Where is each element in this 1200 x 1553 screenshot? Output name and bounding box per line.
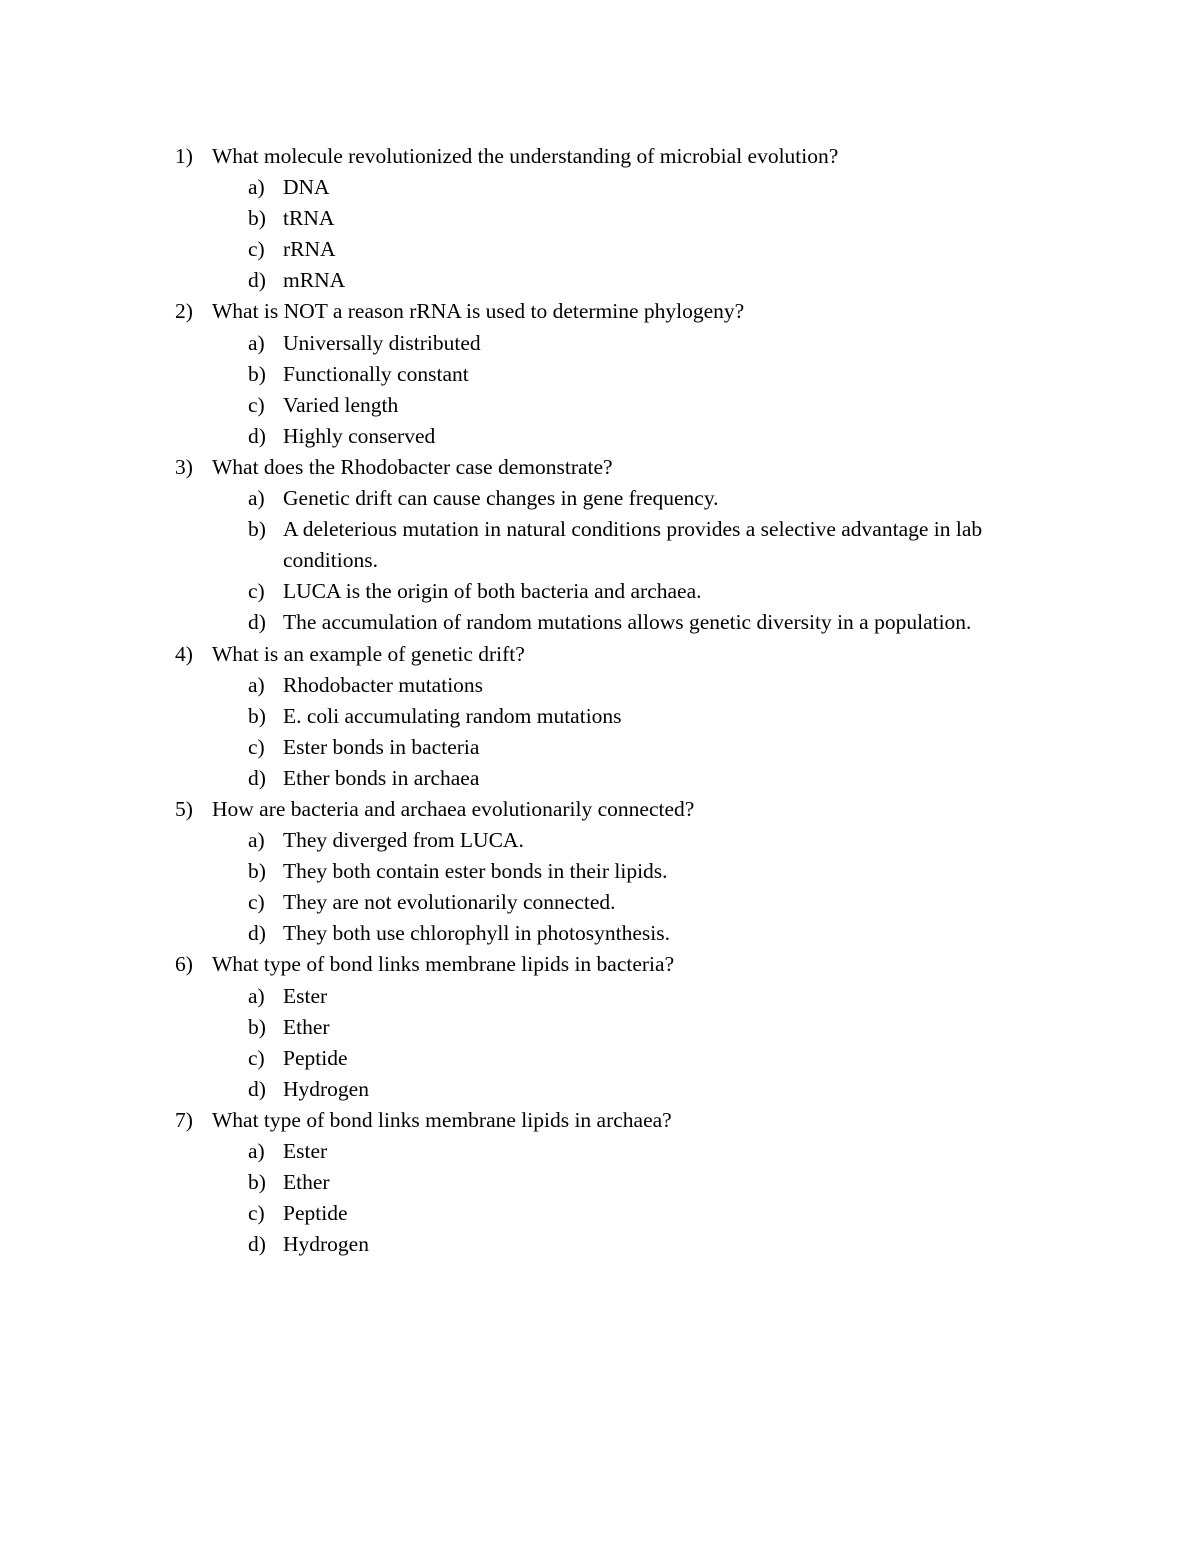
option-letter: a) [248,330,265,355]
option-letter: a) [248,672,265,697]
option-item [248,1229,1075,1260]
option-item [248,732,1075,763]
option-list [175,328,1075,452]
option-item [248,328,1075,359]
option-letter: d) [248,610,266,635]
option-letter: c) [248,1045,265,1070]
question-2 [175,296,1075,451]
option-item [248,265,1075,296]
option-text: They diverged from LUCA. [283,828,524,853]
question-6 [175,949,1075,1104]
option-text: Rhodobacter mutations [283,672,484,697]
option-item [248,390,1075,421]
question-number: 5) [175,796,193,821]
question-line [175,452,1075,483]
option-letter: b) [248,361,266,386]
question-1 [175,141,1075,296]
question-text: What type of bond links membrane lipids in bacteria? [212,952,675,977]
option-letter: d) [248,921,266,946]
option-text: Universally distributed [283,330,481,355]
option-text: Ester [283,1139,328,1163]
option-list [175,981,1075,1105]
option-text: Peptide [283,1201,348,1226]
option-letter: d) [248,423,266,448]
option-text: E. coli accumulating random mutations [283,703,622,728]
question-line [175,949,1075,980]
option-text: They are not evolutionarily connected. [283,890,616,915]
question-number: 7) [175,1107,193,1132]
option-item [248,1074,1075,1105]
option-text: Ester bonds in bacteria [283,734,480,759]
option-item [248,483,1075,514]
option-letter: c) [248,1201,265,1226]
option-text: Highly conserved [283,423,436,448]
option-item [248,670,1075,701]
option-letter: c) [248,890,265,915]
option-letter: c) [248,579,265,604]
option-list [175,825,1075,949]
option-letter: c) [248,734,265,759]
question-number: 4) [175,641,193,666]
question-number: 3) [175,454,193,479]
option-letter: b) [248,206,266,231]
option-text: They both contain ester bonds in their lipids. [283,859,668,884]
option-text: Ether [283,1014,330,1039]
option-list [175,670,1075,794]
question-3 [175,452,1075,639]
option-item [248,234,1075,265]
option-item [248,1198,1075,1229]
option-item [248,421,1075,452]
question-text: What molecule revolutionized the understanding of microbial evolution? [212,144,839,168]
option-item [248,607,1075,638]
option-item [248,203,1075,234]
option-item [248,981,1075,1012]
option-letter: d) [248,268,266,293]
option-text: Hydrogen [283,1232,369,1257]
question-text: What does the Rhodobacter case demonstrate? [212,454,613,479]
option-item [248,856,1075,887]
question-7 [175,1105,1075,1260]
option-letter: a) [248,175,265,200]
option-item [248,763,1075,794]
option-letter: b) [248,859,266,884]
option-text: tRNA [283,206,335,231]
question-5 [175,794,1075,949]
option-text: DNA [283,175,330,200]
question-line [175,639,1075,670]
question-text: How are bacteria and archaea evolutionarily connected? [212,796,695,821]
option-letter: b) [248,1014,266,1039]
option-text: The accumulation of random mutations allows genetic diversity in a population. [283,610,972,635]
option-text: Peptide [283,1045,348,1070]
option-letter: d) [248,765,266,790]
option-item [248,514,1075,576]
option-text: Ether [283,1170,330,1195]
option-item [248,576,1075,607]
option-item [248,172,1075,203]
option-text: Varied length [283,392,399,417]
question-text: What is an example of genetic drift? [212,641,525,666]
question-text: What is NOT a reason rRNA is used to determine phylogeny? [212,299,745,324]
option-letter: b) [248,517,266,542]
option-letter: b) [248,703,266,728]
option-item [248,825,1075,856]
option-letter: a) [248,1139,265,1163]
option-item [248,1043,1075,1074]
option-item [248,701,1075,732]
question-text: What type of bond links membrane lipids in archaea? [212,1107,672,1132]
question-list [175,141,1075,1260]
option-letter: b) [248,1170,266,1195]
option-list [175,483,1075,638]
option-text: rRNA [283,237,336,262]
option-item [248,1136,1075,1167]
option-letter: d) [248,1232,266,1257]
option-list [175,172,1075,296]
option-letter: c) [248,392,265,417]
option-list [175,1136,1075,1260]
option-text: Ester [283,983,328,1008]
option-item [248,918,1075,949]
question-line [175,296,1075,327]
question-line [175,794,1075,825]
option-letter: c) [248,237,265,262]
option-text: Genetic drift can cause changes in gene frequency. [283,486,719,511]
question-number: 6) [175,952,193,977]
option-letter: a) [248,828,265,853]
question-line [175,1105,1075,1136]
option-letter: a) [248,983,265,1008]
question-number: 2) [175,299,193,324]
question-4 [175,639,1075,794]
option-item [248,1012,1075,1043]
option-text: Ether bonds in archaea [283,765,480,790]
option-text: mRNA [283,268,346,293]
option-text: Hydrogen [283,1076,369,1101]
option-item [248,887,1075,918]
option-letter: d) [248,1076,266,1101]
question-line [175,141,1075,172]
option-text: Functionally constant [283,361,469,386]
option-item [248,1167,1075,1198]
option-item [248,359,1075,390]
option-letter: a) [248,486,265,511]
option-text: LUCA is the origin of both bacteria and archaea. [283,579,702,604]
option-text: They both use chlorophyll in photosynthesis. [283,921,670,946]
option-text: A deleterious mutation in natural conditions provides a selective advantage in lab conditions. [283,517,983,573]
question-number: 1) [175,144,193,168]
